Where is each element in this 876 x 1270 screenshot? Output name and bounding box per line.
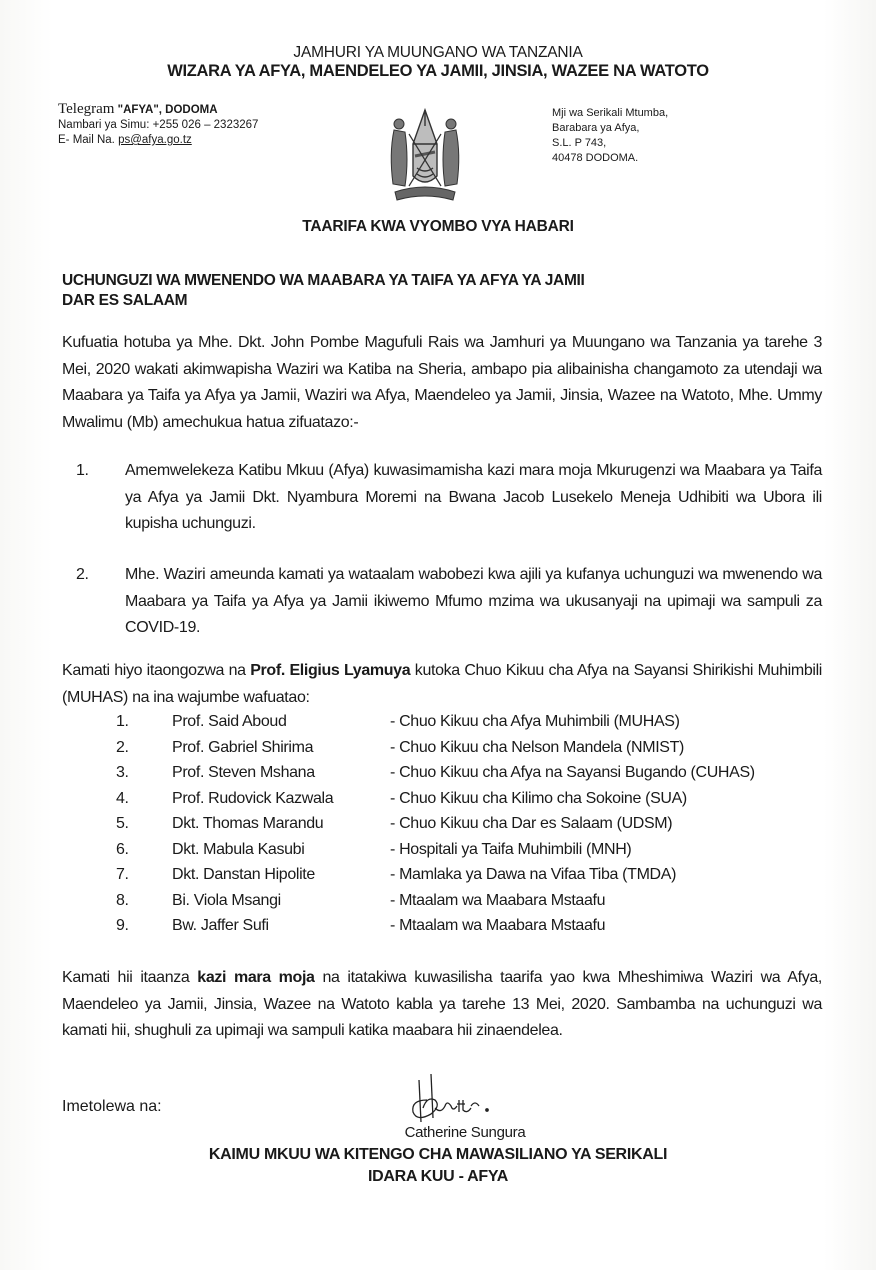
committee-intro-post: kutoka Chuo Kikuu cha Afya na Sayansi Shirikishi Muhimbili (MUHAS) na ina wajumbe wafuatao: bbox=[62, 662, 823, 706]
member-row bbox=[62, 764, 822, 789]
ministry-heading: WIZARA YA AFYA, MAENDELEO YA JAMII, JINSIA, WAZEE NA WATOTO bbox=[167, 62, 709, 80]
closing-pre: Kamati hii itaanza bbox=[62, 969, 198, 986]
member-name: Prof. Steven Mshana bbox=[172, 764, 315, 781]
action-text: Amemwelekeza Katibu Mkuu (Afya) kuwasimamisha kazi mara moja Mkurugenzi wa Maabara ya Taifa ya Afya ya Jamii Dkt. Nyambura Moremi na Bwana Jacob Lusekelo Meneja Udhibiti wa Ubora ili kupisha uchunguzi. bbox=[125, 462, 822, 532]
telegram-value: "AFYA", DODOMA bbox=[117, 104, 218, 116]
address-line-3: S.L. P 743, bbox=[552, 137, 607, 149]
member-name: Dkt. Danstan Hipolite bbox=[172, 866, 315, 883]
member-row bbox=[62, 866, 822, 891]
contact-block-right bbox=[552, 106, 668, 166]
closing-post: na itatakiwa kuwasilisha taarifa yao kwa Mheshimiwa Waziri wa Afya, Maendeleo ya Jamii, Jinsia, Wazee na Watoto kabla ya tarehe 13 Mei, 2020. Sambamba na uchunguzi wa kamati hii, shughuli za upimaji wa sampuli katika maabara hii zinaendelea. bbox=[62, 969, 822, 1039]
action-number: 2. bbox=[76, 566, 89, 583]
email-label: E- Mail Na. bbox=[58, 134, 115, 146]
member-number: 4. bbox=[116, 789, 129, 807]
member-number: 8. bbox=[116, 891, 129, 909]
contact-block-left bbox=[58, 102, 258, 148]
member-institution: - Chuo Kikuu cha Kilimo cha Sokoine (SUA) bbox=[390, 789, 687, 807]
email-line bbox=[58, 133, 258, 148]
issued-by-label: Imetolewa na: bbox=[62, 1098, 162, 1115]
member-institution: - Chuo Kikuu cha Dar es Salaam (UDSM) bbox=[390, 815, 673, 832]
country-heading: JAMHURI YA MUUNGANO WA TANZANIA bbox=[293, 44, 583, 61]
signature-icon bbox=[405, 1070, 515, 1126]
member-name: Prof. Said Aboud bbox=[172, 713, 287, 730]
intro-paragraph: Kufuatia hotuba ya Mhe. Dkt. John Pombe Magufuli Rais wa Jamhuri ya Muungano wa Tanzania ya tarehe 3 Mei, 2020 wakati akimwapisha Waziri wa Katiba na Sheria, ambapo pia alibainisha changamoto za utendaji wa Maabara ya Taifa ya Afya ya Jamii, Waziri wa Afya, Maendeleo ya Jamii, Jinsia, Wazee na Watoto, Mhe. Ummy Mwalimu (Mb) amechukua hatua zifuatazo:- bbox=[62, 334, 822, 431]
member-name: Prof. Rudovick Kazwala bbox=[172, 789, 334, 807]
coat-of-arms-icon bbox=[383, 104, 467, 204]
email-link[interactable]: ps@afya.go.tz bbox=[118, 134, 192, 146]
member-institution: - Chuo Kikuu cha Afya Muhimbili (MUHAS) bbox=[390, 713, 680, 730]
member-row bbox=[62, 739, 822, 764]
signer-title: KAIMU MKUU WA KITENGO CHA MAWASILIANO YA SERIKALI bbox=[208, 1146, 668, 1163]
subject-line-1: UCHUNGUZI WA MWENENDO WA MAABARA YA TAIFA YA AFYA YA JAMII bbox=[62, 272, 585, 289]
member-name: Bw. Jaffer Sufi bbox=[172, 917, 269, 934]
closing-paragraph bbox=[62, 965, 822, 1045]
address-line-1: Mji wa Serikali Mtumba, bbox=[552, 107, 669, 119]
phone-line: Nambari ya Simu: +255 026 – 2323267 bbox=[58, 119, 259, 131]
member-institution: - Hospitali ya Taifa Muhimbili (MNH) bbox=[390, 840, 632, 858]
member-institution: - Chuo Kikuu cha Nelson Mandela (NMIST) bbox=[390, 738, 685, 756]
member-institution: - Mtaalam wa Maabara Mstaafu bbox=[390, 917, 606, 934]
member-number: 1. bbox=[116, 713, 129, 730]
member-institution: - Mamlaka ya Dawa na Vifaa Tiba (TMDA) bbox=[390, 866, 677, 883]
member-number: 6. bbox=[116, 840, 129, 858]
member-name: Prof. Gabriel Shirima bbox=[172, 738, 314, 756]
subject-heading bbox=[62, 271, 585, 311]
member-row bbox=[62, 815, 822, 840]
signer-department: IDARA KUU - AFYA bbox=[367, 1168, 509, 1185]
member-name: Dkt. Mabula Kasubi bbox=[172, 840, 305, 858]
member-number: 2. bbox=[116, 738, 129, 756]
member-row bbox=[62, 892, 822, 917]
committee-intro-pre: Kamati hiyo itaongozwa na bbox=[62, 662, 251, 679]
member-institution: - Chuo Kikuu cha Afya na Sayansi Bugando (CUHAS) bbox=[390, 764, 755, 781]
member-institution: - Mtaalam wa Maabara Mstaafu bbox=[390, 891, 606, 909]
release-title: TAARIFA KWA VYOMBO VYA HABARI bbox=[302, 218, 574, 235]
signer-name: Catherine Sungura bbox=[404, 1124, 526, 1141]
address-line-2: Barabara ya Afya, bbox=[552, 122, 640, 134]
member-number: 3. bbox=[116, 764, 129, 781]
subject-line-2: DAR ES SALAAM bbox=[62, 292, 188, 309]
action-number: 1. bbox=[76, 462, 89, 479]
committee-chair: Prof. Eligius Lyamuya bbox=[250, 662, 411, 679]
committee-intro-paragraph bbox=[62, 658, 822, 711]
telegram-line bbox=[58, 102, 258, 118]
member-number: 7. bbox=[116, 866, 129, 883]
address-line-4: 40478 DODOMA. bbox=[552, 152, 639, 164]
member-row bbox=[62, 841, 822, 866]
member-name: Dkt. Thomas Marandu bbox=[172, 815, 324, 832]
action-text: Mhe. Waziri ameunda kamati ya wataalam wabobezi kwa ajili ya kufanya uchunguzi wa mwenendo wa Maabara ya Taifa ya Afya ya Jamii ikiwemo Mfumo mzima wa ukusanyaji na upimaji wa sampuli za COVID-19. bbox=[125, 566, 822, 636]
member-number: 5. bbox=[116, 815, 129, 832]
telegram-label: Telegram bbox=[58, 101, 115, 117]
member-name: Bi. Viola Msangi bbox=[172, 891, 281, 909]
member-row bbox=[62, 713, 822, 738]
closing-bold: kazi mara moja bbox=[197, 969, 315, 986]
member-number: 9. bbox=[116, 917, 129, 934]
member-row bbox=[62, 790, 822, 815]
member-row bbox=[62, 917, 822, 942]
